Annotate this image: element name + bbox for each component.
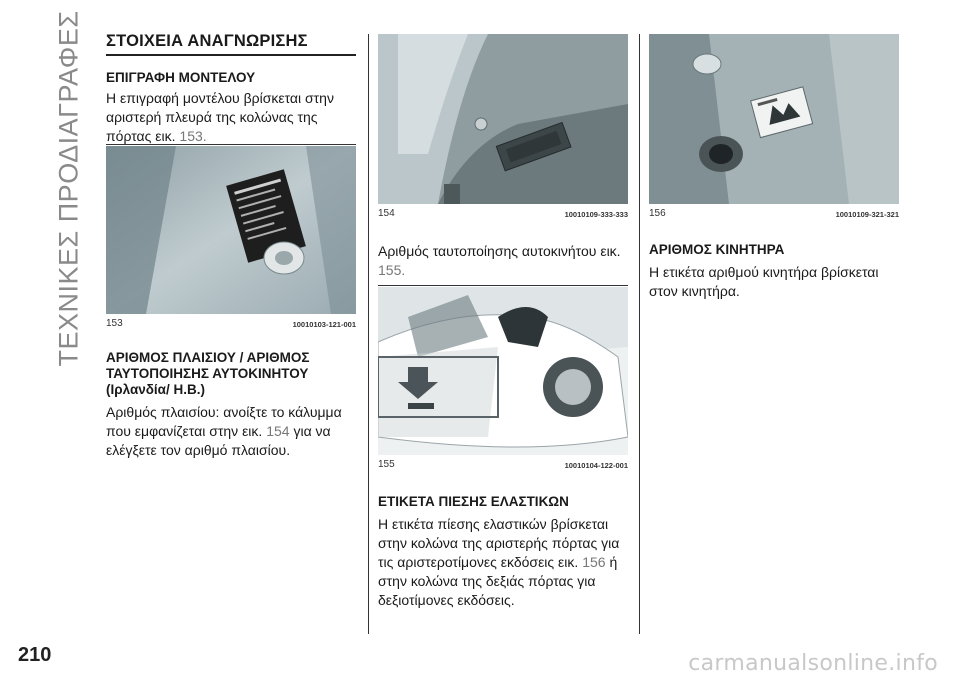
vin-text: Αριθμός ταυτοποίησης αυτοκινήτου εικ. <box>378 243 621 259</box>
engine-section <box>649 242 901 301</box>
model-paragraph <box>106 89 356 146</box>
figure-155-code: 10010104-122-001 <box>564 461 628 470</box>
chassis-paragraph <box>106 403 360 460</box>
figure-153 <box>106 146 356 332</box>
figure-153-caption <box>106 318 356 329</box>
vin-figure-ref: 155. <box>378 262 406 278</box>
figure-156 <box>649 34 899 222</box>
section-title-rule <box>106 54 356 56</box>
vin-section <box>378 242 628 280</box>
figure-153-code: 10010103-121-001 <box>292 320 356 329</box>
model-heading: ΕΠΙΓΡΑΦΗ ΜΟΝΤΕΛΟΥ <box>106 70 256 85</box>
side-section-title-text: ΤΕΧΝΙΚΕΣ ΠΡΟΔΙΑΓΡΑΦΕΣ <box>53 9 84 367</box>
section-title: ΣΤΟΙΧΕΙΑ ΑΝΑΓΝΩΡΙΣΗΣ <box>106 32 308 50</box>
tyre-paragraph <box>378 515 634 610</box>
model-text: Η επιγραφή μοντέλου βρίσκεται στην αριστερή πλευρά της κολώνας της πόρτας εικ. <box>106 90 334 144</box>
figure-154-code: 10010109-333-333 <box>564 210 628 219</box>
engine-paragraph <box>649 263 901 301</box>
figure-155-number: 155 <box>378 459 395 470</box>
tyre-figure-ref: 156 <box>582 554 606 570</box>
vin-paragraph <box>378 242 628 280</box>
figure-154-number: 154 <box>378 208 395 219</box>
engine-text: Η ετικέτα αριθμού κινητήρα βρίσκεται στον κινητήρα. <box>649 264 879 299</box>
tyre-pressure-label-illustration <box>649 34 899 204</box>
chassis-figure-ref: 154 <box>266 423 290 439</box>
tyre-heading: ΕΤΙΚΕΤΑ ΠΙΕΣΗΣ ΕΛΑΣΤΙΚΩΝ <box>378 494 569 509</box>
floor-chassis-cover-illustration <box>378 34 628 204</box>
page-number: 210 <box>18 644 52 666</box>
chassis-text-a: Αριθμός πλαισίου: ανοίξτε το κάλυμμα που εμφανίζεται στην εικ. <box>106 404 342 439</box>
figure-154-caption <box>378 208 628 219</box>
column-1 <box>106 32 356 146</box>
figure-153-image <box>106 146 356 314</box>
engine-heading: ΑΡΙΘΜΟΣ ΚΙΝΗΤΗΡΑ <box>649 242 785 257</box>
chassis-text-b: για να ελέγξετε τον αριθμό πλαισίου. <box>106 423 331 458</box>
tyre-text-a: Η ετικέτα πίεσης ελαστικών βρίσκεται στην κολώνα της αριστερής πόρτας για τις αριστεροτίμονες εκδόσεις εικ. <box>378 516 620 570</box>
watermark: carmanualsonline.info <box>688 651 938 676</box>
convertible-car-illustration <box>378 287 628 455</box>
side-section-title <box>52 9 86 367</box>
model-figure-ref: 153. <box>179 128 207 144</box>
door-pillar-label-illustration <box>106 146 356 314</box>
figure-156-caption <box>649 208 899 219</box>
figure-155-top-rule <box>378 285 628 286</box>
column-divider-2 <box>639 34 640 634</box>
figure-153-number: 153 <box>106 318 123 329</box>
figure-155-caption <box>378 459 628 470</box>
chassis-section <box>106 350 360 460</box>
figure-154-image <box>378 34 628 204</box>
figure-155-image <box>378 287 628 455</box>
tyre-section <box>378 494 634 610</box>
figure-155 <box>378 287 628 473</box>
tyre-text-b: ή στην κολώνα της δεξιάς πόρτας για δεξιοτίμονες εκδόσεις. <box>378 554 618 608</box>
figure-156-image <box>649 34 899 204</box>
figure-156-number: 156 <box>649 208 666 219</box>
figure-153-top-rule <box>106 144 356 145</box>
figure-154 <box>378 34 628 222</box>
figure-156-code: 10010109-321-321 <box>835 210 899 219</box>
chassis-heading: ΑΡΙΘΜΟΣ ΠΛΑΙΣΙΟΥ / ΑΡΙΘΜΟΣ ΤΑΥΤΟΠΟΙΗΣΗΣ ΑΥΤΟΚΙΝΗΤΟΥ (Ιρλανδία/ Η.Β.) <box>106 350 310 397</box>
column-divider-1 <box>368 34 369 634</box>
